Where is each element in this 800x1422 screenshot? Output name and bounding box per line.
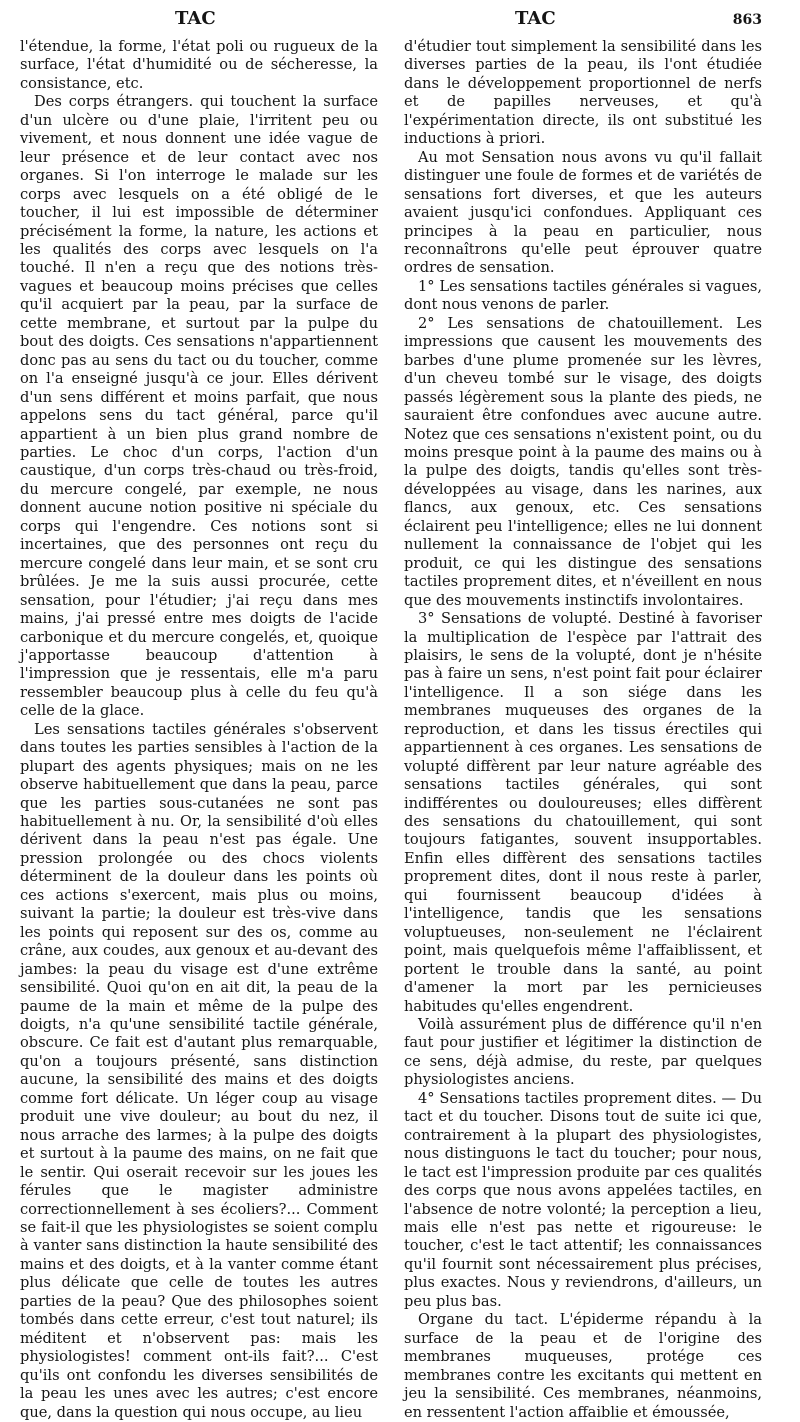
paragraph: 2° Les sensations de chatouillement. Les impressions que causent les mouvements des barbes d'une plume promenée sur les lèvres, d'un cheveu tombé sur le visage, des doigts passés légèrement sous la plante des pieds, ne sauraient être confondues avec aucune autre. Notez que ces sensations n'existent point, ou du moins presque point à la paume des mains ou à la pulpe des doigts, tandis qu'elles sont très-développées au visage, dans les narines, aux flancs, aux genoux, etc. Ces sensations éclairent peu l'intelligence; elles ne lui donnent nullement la connaissance de l'objet qui les produit, ce qui les distingue des sensations tactiles proprement dites, et n'éveillent en nous que des mouvements instinctifs involontaires. <box>404 314 762 609</box>
paragraph: d'étudier tout simplement la sensibilité dans les diverses parties de la peau, ils l'ont étudiée dans le développement proportionnel de nerfs et de papilles nerveuses, et qu'à l'expérimentation directe, ils ont substitué les inductions à priori. <box>404 38 762 148</box>
paragraph: Des corps étrangers. qui touchent la surface d'un ulcère ou d'une plaie, l'irritent peu ou vivement, et nous donnent une idée vague de leur présence et de leur contact avec nos organes. Si l'on interroge le malade sur les corps avec lesquels on a été obligé de le toucher, il lui est impossible de déterminer précisément la forme, la nature, les actions et les qualités des corps avec lesquels on l'a touché. Il n'en a reçu que des notions très-vagues et beaucoup moins précises que celles qu'il acquiert par la peau, par la surface de cette membrane, et surtout par la pulpe du bout des doigts. Ces sensations n'appartiennent donc pas au sens du tact ou du toucher, comme on l'a enseigné jusqu'à ce jour. Elles dérivent d'un sens différent et moins parfait, que nous appelons sens du tact général, parce qu'il appartient à un bien plus grand nombre de parties. Le choc d'un corps, l'action d'un caustique, d'un corps très-chaud ou très-froid, du mercure congelé, par exemple, ne nous donnent aucune notion positive ni spéciale du corps qui l'engendre. Ces notions sont si incertaines, que des personnes ont reçu du mercure congelé dans leur main, et se sont cru brûlées. Je me la suis aussi procurée, cette sensation, pour l'étudier; j'ai reçu dans mes mains, j'ai pressé entre mes doigts de l'acide carbonique et du mercure congelés, et, quoique j'apportasse beaucoup d'attention à l'impression que je ressentais, elle m'a paru ressembler beaucoup plus à celle du feu qu'à celle de la glace. <box>20 93 378 720</box>
page-number: 863 <box>732 12 762 28</box>
paragraph: l'étendue, la forme, l'état poli ou rugueux de la surface, l'état d'humidité ou de sécheresse, la consistance, etc. <box>20 38 378 92</box>
paragraph: Organe du tact. L'épiderme répandu à la surface de la peau et de l'origine des membranes muqueuses, protége ces membranes contre les excitants qui mettent en jeu la sensibilité. Ces membranes, néanmoins, en ressentent l'action affaiblie et émoussée, <box>404 1311 762 1421</box>
running-header <box>20 6 762 36</box>
text-columns <box>20 38 762 1422</box>
paragraph: Au mot Sensation nous avons vu qu'il fallait distinguer une foule de formes et de variétés de sensations fort diverses, et que les auteurs avaient jusqu'ici confondues. Appliquant ces principes à la peau en particulier, nous reconnaîtrons qu'elle peut éprouver quatre ordres de sensation. <box>404 148 762 277</box>
paragraph: 4° Sensations tactiles proprement dites. — Du tact et du toucher. Disons tout de suite ici que, contrairement à la plupart des physiologistes, nous distinguons le tact du toucher; pour nous, le tact est l'impression produite par ces qualités des corps que nous avons appelées tactiles, en l'absence de notre volonté; la perception a lieu, mais elle n'est pas nette et rigoureuse: le toucher, c'est le tact attentif; les connaissances qu'il fournit sont nécessairement plus précises, plus exactes. Nous y reviendrons, d'ailleurs, un peu plus bas. <box>404 1089 762 1310</box>
paragraph: 1° Les sensations tactiles générales si vagues, dont nous venons de parler. <box>404 277 762 314</box>
header-left-title: TAC <box>175 8 216 29</box>
right-column <box>404 38 762 1422</box>
header-right-title: TAC <box>515 8 556 29</box>
paragraph: 3° Sensations de volupté. Destiné à favoriser la multiplication de l'espèce par l'attrait des plaisirs, le sens de la volupté, dont je n'hésite pas à faire un sens, n'est point fait pour éclairer l'intelligence. Il a son siége dans les membranes muqueuses des organes de la reproduction, et dans les tissus érectiles qui appartiennent à ces organes. Les sensations de volupté diffèrent par leur nature agréable des sensations tactiles générales, qui sont indifférentes ou douloureuses; elles diffèrent des sensations du chatouillement, qui sont toujours fatigantes, souvent insupportables. Enfin elles diffèrent des sensations tactiles proprement dites, dont il nous reste à parler, qui fournissent beaucoup d'idées à l'intelligence, tandis que les sensations voluptueuses, non-seulement ne l'éclairent point, mais quelquefois même l'affaiblissent, et portent le trouble dans la santé, au point d'amener la mort par les pernicieuses habitudes qu'elles engendrent. <box>404 610 762 1015</box>
paragraph: Les sensations tactiles générales s'observent dans toutes les parties sensibles à l'action de la plupart des agents physiques; mais on ne les observe habituellement que dans la peau, parce que les parties sous-cutanées ne sont pas habituellement à nu. Or, la sensibilité d'où elles dérivent dans la peau n'est pas égale. Une pression prolongée ou des chocs violents déterminent de la douleur dans les points où ces actions s'exercent, mais plus ou moins, suivant la partie; la douleur est très-vive dans les points qui reposent sur des os, comme au crâne, aux coudes, aux genoux et au-devant des jambes: la peau du visage est d'une extrême sensibilité. Quoi qu'on en ait dit, la peau de la paume de la main et même de la pulpe des doigts, n'a qu'une sensibilité tactile générale, obscure. Ce fait est d'autant plus remarquable, qu'on a toujours présenté, sans distinction aucune, la sensibilité des mains et des doigts comme fort délicate. Un léger coup au visage produit une vive douleur; au bout du nez, il nous arrache des larmes; à la pulpe des doigts et surtout à la paume des mains, on ne fait que le sentir. Qui oserait recevoir sur les joues les férules que le magister administre correctionnellement à ses écoliers?... Comment se fait-il que les physiologistes se soient complu à vanter sans distinction la haute sensibilité des mains et des doigts, et à la vanter comme étant plus délicate que celle de toutes les autres parties de la peau? Que des philosophes soient tombés dans cette erreur, c'est tout naturel; ils méditent et n'observent pas: mais les physiologistes! comment ont-ils fait?... C'est qu'ils ont confondu les diverses sensibilités de la peau les unes avec les autres; c'est encore que, dans la question qui nous occupe, au lieu <box>20 720 378 1421</box>
paragraph: Voilà assurément plus de différence qu'il n'en faut pour justifier et légitimer la distinction de ce sens, déjà admise, du reste, par quelques physiologistes anciens. <box>404 1016 762 1089</box>
left-column <box>20 38 378 1422</box>
